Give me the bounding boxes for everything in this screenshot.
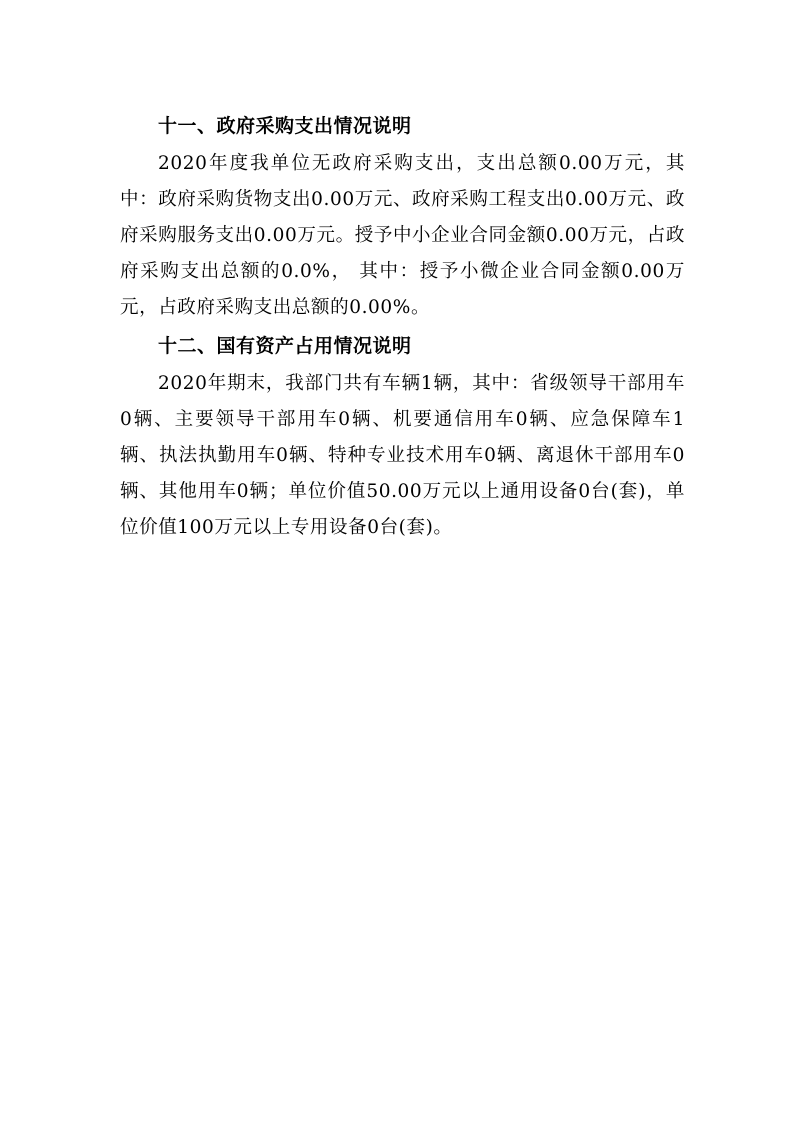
section-11-paragraph: 2020年度我单位无政府采购支出，支出总额0.00万元，其中：政府采购货物支出0.00万元、政府采购工程支出0.00万元、政府采购服务支出0.00万元。授予中小企业合同金额0.00万元，占政府采购支出总额的0.0%， 其中：授予小微企业合同金额0.00万元，占政府采购支出总额的0.00%。 [120,153,685,318]
section-12-paragraph: 2020年期末，我部门共有车辆1辆，其中：省级领导干部用车0辆、主要领导干部用车0辆、机要通信用车0辆、应急保障车1辆、执法执勤用车0辆、特种专业技术用车0辆、离退休干部用车0辆、其他用车0辆；单位价值50.00万元以上通用设备0台(套)，单位价值100万元以上专用设备0台(套)。 [120,373,685,538]
section-12-heading: 十二、国有资产占用情况说明 [158,335,412,357]
section-11-heading: 十一、政府采购支出情况说明 [158,115,412,137]
document-content [120,108,685,546]
